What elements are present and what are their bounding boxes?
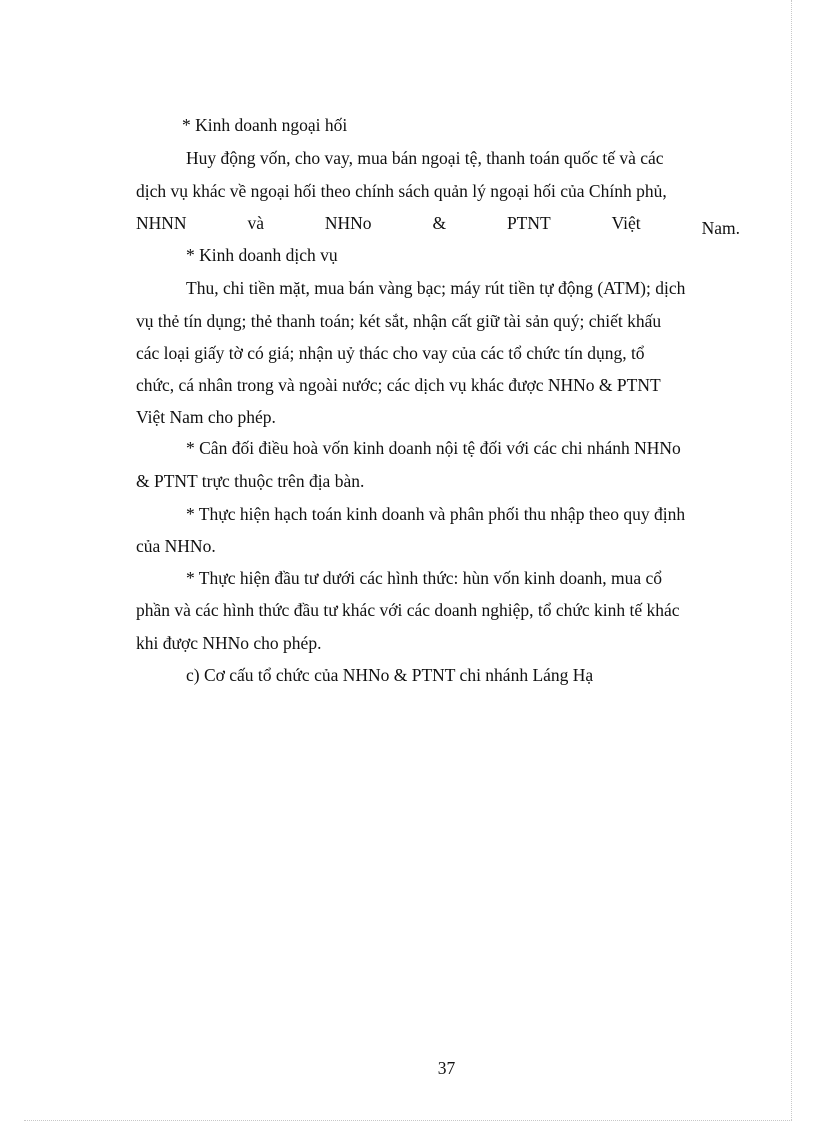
forex-word: NHNo <box>324 213 372 233</box>
forex-line-1 <box>186 147 740 169</box>
services-line-5: Việt Nam cho phép. <box>136 407 276 427</box>
invest-line-1: * Thực hiện đầu tư dưới các hình thức: hùn vốn kinh doanh, mua cổ <box>186 568 663 588</box>
page-border-bottom <box>24 1120 792 1121</box>
page-number: 37 <box>437 1058 456 1078</box>
page-border-right <box>791 0 792 1120</box>
section-c-heading: c) Cơ cấu tổ chức của NHNo & PTNT chi nhánh Láng Hạ <box>186 665 594 685</box>
forex-word: Việt <box>611 213 641 233</box>
forex-word: Nam. <box>701 218 740 238</box>
heading-services: * Kinh doanh dịch vụ <box>186 245 338 265</box>
forex-word: và <box>247 213 264 233</box>
invest-line-3: khi được NHNo cho phép. <box>136 633 322 653</box>
invest-line-2: phần và các hình thức đầu tư khác với các doanh nghiệp, tổ chức kinh tế khác <box>136 600 680 620</box>
accounting-line-2: của NHNo. <box>136 536 216 556</box>
balance-line-1: * Cân đối điều hoà vốn kinh doanh nội tệ đối với các chi nhánh NHNo <box>186 438 681 458</box>
forex-word: & <box>432 213 447 233</box>
forex-word: PTNT <box>506 213 551 233</box>
forex-line-1-text: Huy động vốn, cho vay, mua bán ngoại tệ, thanh toán quốc tế và các <box>186 148 664 168</box>
balance-line-2: & PTNT trực thuộc trên địa bàn. <box>136 471 365 491</box>
services-line-4: chức, cá nhân trong và ngoài nước; các dịch vụ khác được NHNo & PTNT <box>136 375 661 395</box>
forex-word: NHNN <box>136 213 187 233</box>
forex-line-3 <box>136 212 740 238</box>
accounting-line-1: * Thực hiện hạch toán kinh doanh và phân phối thu nhập theo quy định <box>186 504 686 524</box>
services-line-1: Thu, chi tiền mặt, mua bán vàng bạc; máy rút tiền tự động (ATM); dịch <box>186 278 686 298</box>
services-line-3: các loại giấy tờ có giá; nhận uỷ thác cho vay của các tổ chức tín dụng, tổ <box>136 343 645 363</box>
heading-forex: * Kinh doanh ngoại hối <box>182 115 348 135</box>
services-line-2: vụ thẻ tín dụng; thẻ thanh toán; két sắt, nhận cất giữ tài sản quý; chiết khấu <box>136 311 662 331</box>
forex-line-2: dịch vụ khác về ngoại hối theo chính sách quản lý ngoại hối của Chính phủ, <box>136 181 667 201</box>
